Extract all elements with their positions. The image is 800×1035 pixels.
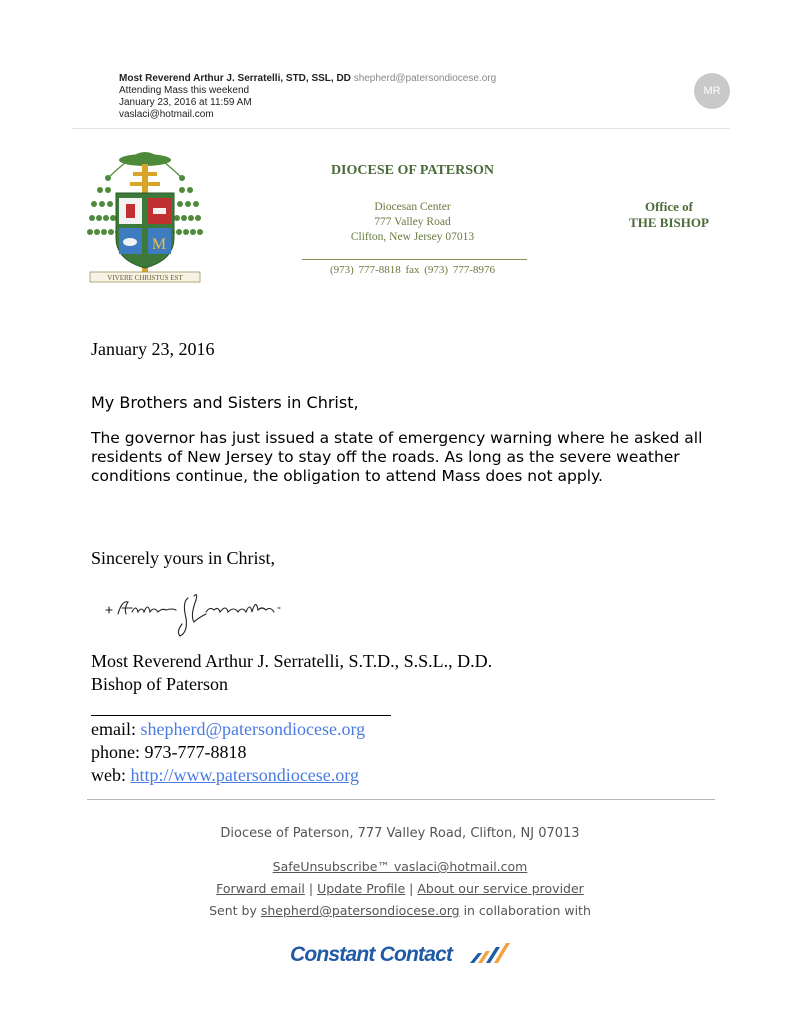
letter-closing: Sincerely yours in Christ, bbox=[91, 548, 275, 568]
sent-by-suffix: in collaboration with bbox=[463, 903, 591, 918]
letter-salutation: My Brothers and Sisters in Christ, bbox=[91, 393, 359, 412]
footer-separator: | bbox=[308, 881, 314, 896]
svg-text:M: M bbox=[151, 236, 167, 253]
contact-web-row bbox=[91, 765, 359, 786]
web-label: web: bbox=[91, 765, 126, 785]
letterhead-phone: (973) 777-8818 fax (973) 777-8976 bbox=[329, 264, 496, 276]
safe-unsubscribe-link[interactable]: SafeUnsubscribe™ vaslaci@hotmail.com bbox=[272, 859, 528, 874]
footer-links-row bbox=[0, 881, 800, 896]
letterhead-org-name: DIOCESE OF PATERSON bbox=[330, 163, 495, 178]
subject-value: Attending Mass this weekend bbox=[119, 85, 250, 96]
signature-icon bbox=[102, 588, 312, 640]
constant-contact-swoosh-icon bbox=[468, 939, 510, 967]
signer-title: Bishop of Paterson bbox=[91, 674, 228, 694]
address-line-3: Clifton, New Jersey 07013 bbox=[350, 231, 475, 243]
letterhead-address bbox=[300, 200, 525, 245]
forward-email-link[interactable]: Forward email bbox=[216, 881, 305, 896]
footer-sent-by-row bbox=[0, 903, 800, 918]
office-line-1: Office of bbox=[644, 199, 693, 214]
address-line-1: Diocesan Center bbox=[374, 201, 451, 213]
letter-date: January 23, 2016 bbox=[91, 339, 215, 359]
footer-divider bbox=[87, 799, 715, 800]
crest-motto: VIVERE CHRISTUS EST bbox=[107, 274, 183, 282]
recipient-email[interactable]: vaslaci@hotmail.com bbox=[119, 109, 214, 120]
footer-unsubscribe-row bbox=[0, 859, 800, 874]
footer-address: Diocese of Paterson, 777 Valley Road, Clifton, NJ 07013 bbox=[220, 826, 580, 841]
signer-name: Most Reverend Arthur J. Serratelli, S.T.D., S.S.L., D.D. bbox=[91, 651, 493, 671]
sender-name[interactable]: Most Reverend Arthur J. Serratelli, STD, SSL, DD bbox=[119, 73, 351, 84]
about-provider-link[interactable]: About our service provider bbox=[417, 881, 584, 896]
contact-email-link[interactable]: shepherd@patersondiocese.org bbox=[140, 719, 366, 739]
footer-separator: | bbox=[409, 881, 414, 896]
email-label: email: bbox=[91, 719, 136, 739]
date-value: January 23, 2016 at 11:59 AM bbox=[119, 97, 252, 108]
contact-email-row bbox=[91, 719, 365, 740]
constant-contact-logo-icon[interactable] bbox=[290, 937, 515, 973]
sent-by-prefix: Sent by bbox=[209, 903, 257, 918]
website-link[interactable]: http://www.patersondiocese.org bbox=[130, 765, 359, 785]
header-divider bbox=[72, 128, 730, 129]
phone-label: phone: bbox=[91, 742, 140, 762]
coat-of-arms-icon bbox=[86, 148, 204, 288]
constant-contact-logo-text: Constant Contact bbox=[290, 943, 453, 966]
contact-phone-row bbox=[91, 742, 247, 763]
office-line-2: THE BISHOP bbox=[629, 215, 709, 230]
address-line-2: 777 Valley Road bbox=[374, 216, 451, 228]
sender-avatar[interactable]: MR bbox=[694, 73, 730, 109]
signature-rule bbox=[91, 715, 391, 716]
sent-by-email-link[interactable]: shepherd@patersondiocese.org bbox=[260, 903, 460, 918]
letterhead-rule bbox=[302, 259, 527, 260]
update-profile-link[interactable]: Update Profile bbox=[317, 881, 406, 896]
contact-phone: 973-777-8818 bbox=[144, 742, 247, 762]
sender-email[interactable]: shepherd@patersondiocese.org bbox=[353, 73, 497, 84]
letterhead-office bbox=[610, 199, 728, 231]
letter-body: The governor has just issued a state of emergency warning where he asked all residents of New Jersey to stay off the roads. As long as the severe weather conditions continue, the obligation to attend Mass does not apply. bbox=[91, 429, 703, 485]
